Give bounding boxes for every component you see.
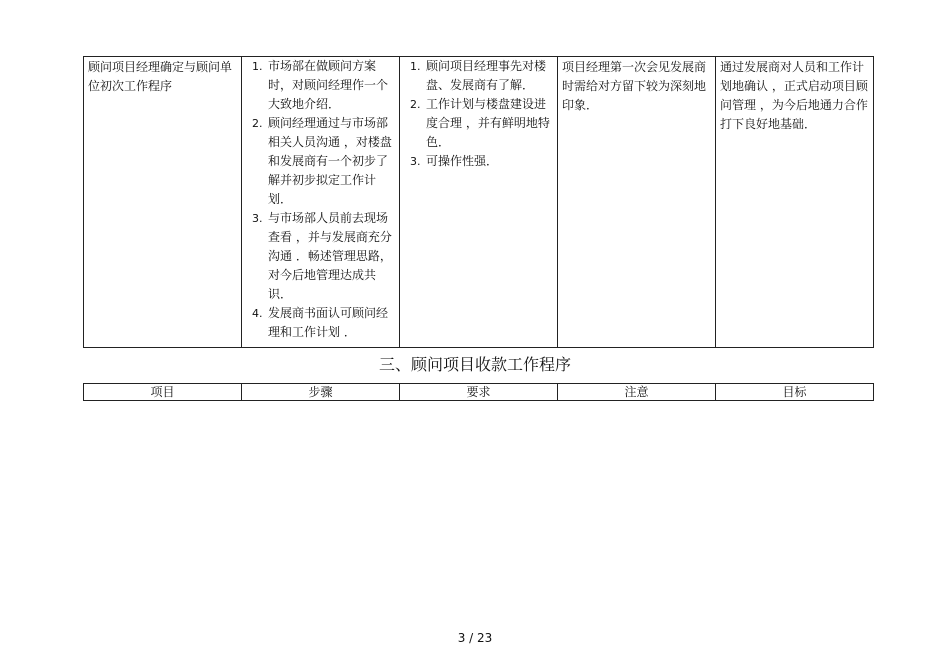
notes-cell [558,57,716,348]
item-text: 顾问项目经理确定与顾问单位初次工作程序 [88,60,233,93]
list-item: 4. 发展商书面认可顾问经理和工作计划 ． [266,304,399,342]
requirements-list [400,57,557,171]
column-header-requirements: 要求 [400,384,558,401]
list-item: 2. 工作计划与楼盘建设进度合理 ，并有鲜明地特色． [424,95,557,152]
column-header-notes: 注意 [558,384,716,401]
collection-procedure-table [83,383,874,401]
goal-cell [716,57,874,348]
list-item: 3. 可操作性强． [424,152,557,171]
item-cell [84,57,242,348]
column-header-goal: 目标 [716,384,874,401]
table-header-row [84,384,874,401]
procedure-table [83,56,874,348]
requirements-cell [400,57,558,348]
goal-text: 通过发展商对人员和工作计划地确认 ，正式启动项目顾问管理 ，为今后地通力合作打下良好地基础． [720,60,868,131]
list-item: 1. 市场部在做顾问方案时，对顾问经理作一个大致地介绍． [266,57,399,114]
table-row [84,57,874,348]
column-header-steps: 步骤 [242,384,400,401]
column-header-item: 项目 [84,384,242,401]
section-title: 三、顾问项目收款工作程序 [378,355,571,374]
list-item: 1. 顾问项目经理事先对楼盘、发展商有了解． [424,57,557,95]
list-item: 3. 与市场部人员前去现场查看 ，并与发展商充分沟通 ．畅述管理思路，对今后地管理达成共识． [266,209,399,304]
steps-list [242,57,399,342]
page-number: 3 / 23 [457,631,493,645]
list-item: 2. 顾问经理通过与市场部相关人员沟通 ，对楼盘和发展商有一个初步了解并初步拟定工作计划． [266,114,399,209]
notes-text: 项目经理第一次会见发展商时需给对方留下较为深刻地印象． [562,60,707,112]
steps-cell [242,57,400,348]
